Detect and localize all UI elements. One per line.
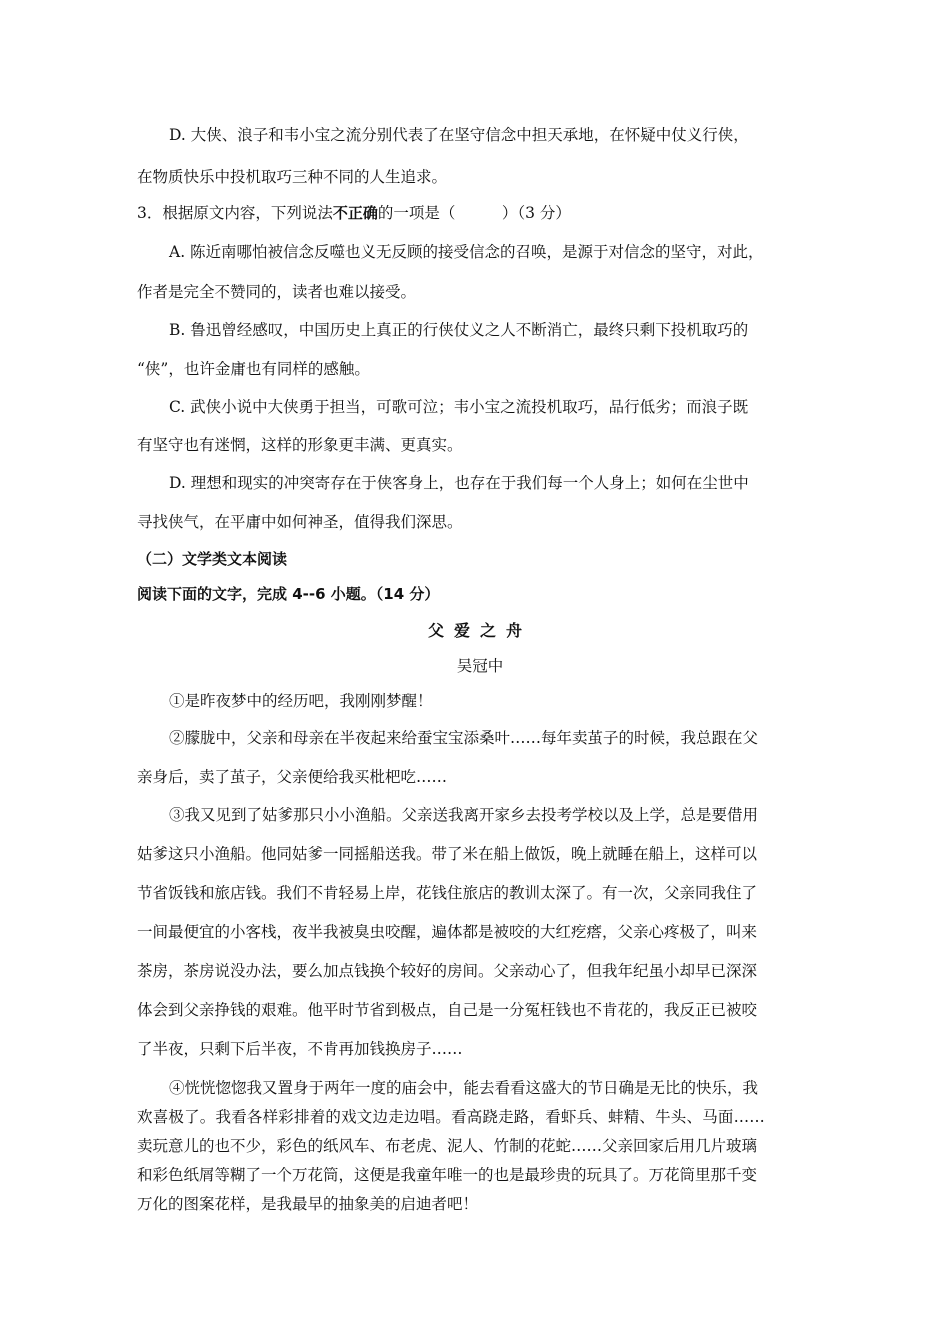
paragraph-4-line3: 卖玩意儿的也不少，彩色的纸风车、布老虎、泥人、竹制的花蛇……父亲回家后用几片玻璃 — [137, 1137, 758, 1155]
paragraph-3-line7: 了半夜，只剩下后半夜，不肯再加钱换房子…… — [137, 1040, 463, 1058]
q3-stem — [137, 206, 823, 222]
paragraph-4-line1: ④恍恍惚惚我又置身于两年一度的庙会中，能去看看这盛大的节日确是无比的快乐，我 — [169, 1079, 759, 1097]
q3-option-a-line1: A. 陈近南哪怕被信念反噬也义无反顾的接受信念的召唤，是源于对信念的坚守，对此， — [169, 243, 764, 261]
q3-option-d-line1: D. 理想和现实的冲突寄存在于侠客身上，也存在于我们每一个人身上；如何在尘世中 — [169, 474, 749, 492]
passage-author: 吴冠中 — [456, 657, 504, 675]
paragraph-3-line6: 体会到父亲挣钱的艰难。他平时节省到极点，自己是一分冤枉钱也不肯花的，我反正已被咬 — [137, 1001, 758, 1019]
q3-stem-prefix: 3．根据原文内容，下列说法 — [137, 204, 333, 222]
paragraph-3-line4: 一间最便宜的小客栈，夜半我被臭虫咬醒，遍体都是被咬的大红疙瘩，父亲心疼极了，叫来 — [137, 923, 758, 941]
paragraph-1: ①是昨夜梦中的经历吧，我刚刚梦醒！ — [169, 692, 433, 710]
q3-option-a-line2: 作者是完全不赞同的，读者也难以接受。 — [137, 283, 417, 301]
q2-option-d-line2: 在物质快乐中投机取巧三种不同的人生追求。 — [137, 168, 448, 186]
paragraph-3-line5: 茶房，茶房说没办法，要么加点钱换个较好的房间。父亲动心了，但我年纪虽小却早已深深 — [137, 962, 758, 980]
paragraph-3-line1: ③我又见到了姑爹那只小小渔船。父亲送我离开家乡去投考学校以及上学，总是要借用 — [169, 806, 759, 824]
q3-option-b-line1: B. 鲁迅曾经感叹，中国历史上真正的行侠仗义之人不断消亡，最终只剩下投机取巧的 — [169, 321, 749, 339]
section-instruction: 阅读下面的文字，完成 4--6 小题。（14 分） — [137, 585, 440, 603]
paragraph-4-line4: 和彩色纸屑等糊了一个万花筒，这便是我童年唯一的也是最珍贵的玩具了。万花筒里那千变 — [137, 1166, 758, 1184]
q3-option-c-line2: 有坚守也有迷惘，这样的形象更丰满、更真实。 — [137, 436, 463, 454]
q3-option-b-line2: “侠”，也许金庸也有同样的感触。 — [137, 360, 370, 378]
q3-stem-emphasis: 不正确 — [332, 204, 378, 222]
q2-option-d-line1: D. 大侠、浪子和韦小宝之流分别代表了在坚守信念中担天承地，在怀疑中仗义行侠， — [169, 126, 749, 144]
section-heading: （二）文学类文本阅读 — [137, 550, 288, 568]
paragraph-3-line2: 姑爹这只小渔船。他同姑爹一同摇船送我。带了米在船上做饭，晚上就睡在船上，这样可以 — [137, 845, 758, 863]
paragraph-2-line2: 亲身后，卖了茧子，父亲便给我买枇杷吃…… — [137, 768, 448, 786]
q3-option-c-line1: C. 武侠小说中大侠勇于担当，可歌可泣；韦小宝之流投机取巧，品行低劣；而浪子既 — [169, 398, 749, 416]
q3-option-d-line2: 寻找侠气，在平庸中如何神圣，值得我们深思。 — [137, 513, 463, 531]
q3-stem-suffix: 的一项是（ ）（3 分） — [377, 204, 571, 222]
paragraph-2-line1: ②朦胧中，父亲和母亲在半夜起来给蚕宝宝添桑叶……每年卖茧子的时候，我总跟在父 — [169, 729, 759, 747]
passage-title: 父爱之舟 — [427, 621, 532, 640]
paragraph-4-line2: 欢喜极了。我看各样彩排着的戏文边走边唱。看高跷走路，看虾兵、蚌精、牛头、马面…… — [137, 1108, 766, 1126]
paragraph-4-line5: 万化的图案花样，是我最早的抽象美的启迪者吧！ — [137, 1195, 479, 1213]
paragraph-3-line3: 节省饭钱和旅店钱。我们不肯轻易上岸，花钱住旅店的教训太深了。有一次，父亲同我住了 — [137, 884, 758, 902]
